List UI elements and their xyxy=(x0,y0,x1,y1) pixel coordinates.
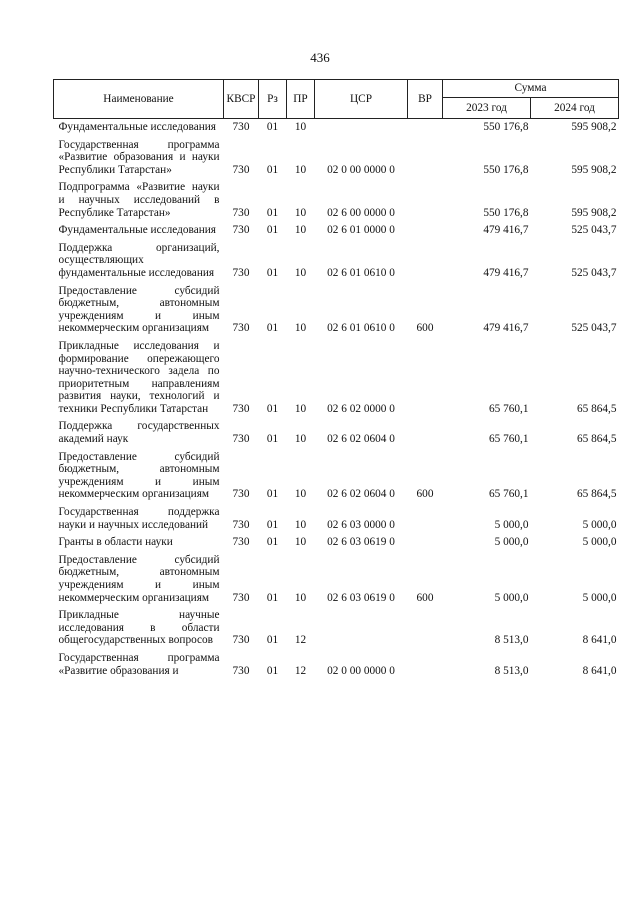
row-name: Гранты в области науки xyxy=(58,536,173,549)
row-amount-2024: 8 641,0 xyxy=(582,664,617,677)
row-csr: 02 6 02 0604 0 xyxy=(327,488,395,501)
header-sum: Сумма xyxy=(443,80,619,98)
row-amount-2023: 479 416,7 xyxy=(483,224,529,237)
table-row xyxy=(54,418,619,448)
row-pr: 10 xyxy=(294,224,307,237)
row-rz: 01 xyxy=(266,266,279,279)
table-row xyxy=(54,607,619,650)
row-vr xyxy=(408,607,443,650)
row-rz: 01 xyxy=(266,634,279,647)
row-vr xyxy=(408,504,443,534)
row-pr: 10 xyxy=(294,163,307,176)
row-rz: 01 xyxy=(266,536,279,549)
row-name: Прикладные научные исследования в области общегосударственных вопросов xyxy=(58,609,220,647)
row-csr xyxy=(315,607,408,650)
table-row xyxy=(54,338,619,419)
row-name: Поддержка организаций, осуществляющих фундаментальные исследования xyxy=(58,241,220,279)
row-amount-2023: 550 176,8 xyxy=(483,121,529,133)
row-pr: 12 xyxy=(294,634,307,647)
header-name: Наименование xyxy=(54,80,224,119)
table-row xyxy=(54,179,619,222)
row-kvsr: 730 xyxy=(232,518,250,531)
header-year-2024: 2024 год xyxy=(531,98,619,119)
row-kvsr: 730 xyxy=(232,634,250,647)
header-rz: Рз xyxy=(259,80,287,119)
header-kvsr: КВСР xyxy=(224,80,259,119)
row-pr: 10 xyxy=(294,433,307,446)
row-vr xyxy=(408,534,443,552)
row-name: Фундаментальные исследования xyxy=(58,121,216,133)
table-row xyxy=(54,222,619,240)
row-amount-2024: 8 641,0 xyxy=(582,634,617,647)
row-csr: 02 6 01 0000 0 xyxy=(327,224,395,237)
row-amount-2024: 5 000,0 xyxy=(582,518,617,531)
row-name: Предоставление субсидий бюджетным, автономным учреждениям и иным некоммерческим организациям xyxy=(58,450,220,501)
row-csr: 02 6 02 0604 0 xyxy=(327,433,395,446)
row-amount-2023: 8 513,0 xyxy=(494,664,529,677)
row-amount-2024: 5 000,0 xyxy=(582,591,617,604)
table-row xyxy=(54,650,619,680)
row-vr xyxy=(408,338,443,419)
row-amount-2023: 5 000,0 xyxy=(494,536,529,549)
row-vr: 600 xyxy=(416,591,434,604)
row-rz: 01 xyxy=(266,664,279,677)
row-csr: 02 6 03 0619 0 xyxy=(327,591,395,604)
row-kvsr: 730 xyxy=(232,163,250,176)
row-amount-2024: 5 000,0 xyxy=(582,536,617,549)
row-pr: 10 xyxy=(294,518,307,531)
row-kvsr: 730 xyxy=(232,322,250,335)
row-vr xyxy=(408,650,443,680)
row-amount-2023: 65 760,1 xyxy=(488,433,529,446)
row-amount-2024: 595 908,2 xyxy=(571,163,617,176)
row-pr: 10 xyxy=(294,536,307,549)
row-rz: 01 xyxy=(266,402,279,415)
row-amount-2024: 525 043,7 xyxy=(571,322,617,335)
row-pr: 10 xyxy=(294,591,307,604)
row-pr: 10 xyxy=(294,322,307,335)
row-name: Фундаментальные исследования xyxy=(58,224,216,237)
header-vr: ВР xyxy=(408,80,443,119)
row-kvsr: 730 xyxy=(232,488,250,501)
row-amount-2024: 65 864,5 xyxy=(576,433,617,446)
row-name: Подпрограмма «Развитие науки и научных исследований в Республике Татарстан» xyxy=(58,181,220,219)
row-pr: 10 xyxy=(294,488,307,501)
row-csr: 02 6 02 0000 0 xyxy=(327,402,395,415)
row-pr: 12 xyxy=(294,664,307,677)
row-amount-2023: 5 000,0 xyxy=(494,518,529,531)
row-rz: 01 xyxy=(266,224,279,237)
row-amount-2023: 65 760,1 xyxy=(488,488,529,501)
row-csr: 02 0 00 0000 0 xyxy=(327,163,395,176)
row-vr xyxy=(408,179,443,222)
row-vr xyxy=(408,137,443,180)
row-pr: 10 xyxy=(294,402,307,415)
row-kvsr: 730 xyxy=(232,206,250,219)
row-csr: 02 6 01 0610 0 xyxy=(327,266,395,279)
row-kvsr: 730 xyxy=(232,536,250,549)
row-csr: 02 6 03 0000 0 xyxy=(327,518,395,531)
row-rz: 01 xyxy=(266,591,279,604)
row-rz: 01 xyxy=(266,433,279,446)
row-vr xyxy=(408,240,443,283)
row-rz: 01 xyxy=(266,518,279,531)
row-pr: 10 xyxy=(294,206,307,219)
row-amount-2024: 595 908,2 xyxy=(571,121,617,133)
page-number: 436 xyxy=(310,50,330,65)
row-vr xyxy=(408,119,443,137)
row-amount-2023: 65 760,1 xyxy=(488,402,529,415)
row-vr xyxy=(408,418,443,448)
row-name: Поддержка государственных академий наук xyxy=(58,420,220,446)
header-csr: ЦСР xyxy=(315,80,408,119)
header-year-2023: 2023 год xyxy=(443,98,531,119)
row-kvsr: 730 xyxy=(232,224,250,237)
row-amount-2024: 525 043,7 xyxy=(571,266,617,279)
row-rz: 01 xyxy=(266,488,279,501)
row-amount-2023: 5 000,0 xyxy=(494,591,529,604)
row-name: Государственная программа «Развитие образования и науки Республики Татарстан» xyxy=(58,138,220,176)
row-csr: 02 6 00 0000 0 xyxy=(327,206,395,219)
row-kvsr: 730 xyxy=(232,664,250,677)
row-name: Государственная поддержка науки и научных исследований xyxy=(58,506,220,531)
row-kvsr: 730 xyxy=(232,266,250,279)
row-pr: 10 xyxy=(294,121,307,133)
row-amount-2024: 65 864,5 xyxy=(576,488,617,501)
row-amount-2023: 550 176,8 xyxy=(483,163,529,176)
row-pr: 10 xyxy=(294,266,307,279)
row-rz: 01 xyxy=(266,121,279,133)
table-row xyxy=(54,552,619,607)
row-csr: 02 6 01 0610 0 xyxy=(327,322,395,335)
row-amount-2023: 550 176,8 xyxy=(483,206,529,219)
table-row xyxy=(54,240,619,283)
row-kvsr: 730 xyxy=(232,121,250,133)
table-row xyxy=(54,283,619,338)
row-amount-2023: 8 513,0 xyxy=(494,634,529,647)
row-amount-2024: 525 043,7 xyxy=(571,224,617,237)
row-kvsr: 730 xyxy=(232,433,250,446)
table-row xyxy=(54,534,619,552)
table-row xyxy=(54,137,619,180)
table-row xyxy=(54,449,619,504)
row-amount-2024: 65 864,5 xyxy=(576,402,617,415)
row-name: Предоставление субсидий бюджетным, автономным учреждениям и иным некоммерческим организациям xyxy=(58,284,220,335)
row-amount-2023: 479 416,7 xyxy=(483,266,529,279)
budget-table xyxy=(53,79,619,680)
header-pr: ПР xyxy=(287,80,315,119)
row-csr: 02 6 03 0619 0 xyxy=(327,536,395,549)
row-vr: 600 xyxy=(416,322,434,335)
row-vr xyxy=(408,222,443,240)
row-rz: 01 xyxy=(266,322,279,335)
row-rz: 01 xyxy=(266,206,279,219)
row-name: Прикладные исследования и формирование опережающего научно-технического задела по приоритетным направлениям развития науки, технологий и техники Республики Татарстан xyxy=(58,339,220,415)
row-name: Предоставление субсидий бюджетным, автономным учреждениям и иным некоммерческим организациям xyxy=(58,553,220,604)
row-amount-2024: 595 908,2 xyxy=(571,206,617,219)
row-kvsr: 730 xyxy=(232,591,250,604)
row-amount-2023: 479 416,7 xyxy=(483,322,529,335)
row-csr: 02 0 00 0000 0 xyxy=(327,664,395,677)
row-vr: 600 xyxy=(416,488,434,501)
table-row xyxy=(54,504,619,534)
row-rz: 01 xyxy=(266,163,279,176)
row-csr xyxy=(315,119,408,137)
table-row xyxy=(54,119,619,137)
row-kvsr: 730 xyxy=(232,402,250,415)
row-name: Государственная программа «Развитие образования и xyxy=(58,651,220,677)
